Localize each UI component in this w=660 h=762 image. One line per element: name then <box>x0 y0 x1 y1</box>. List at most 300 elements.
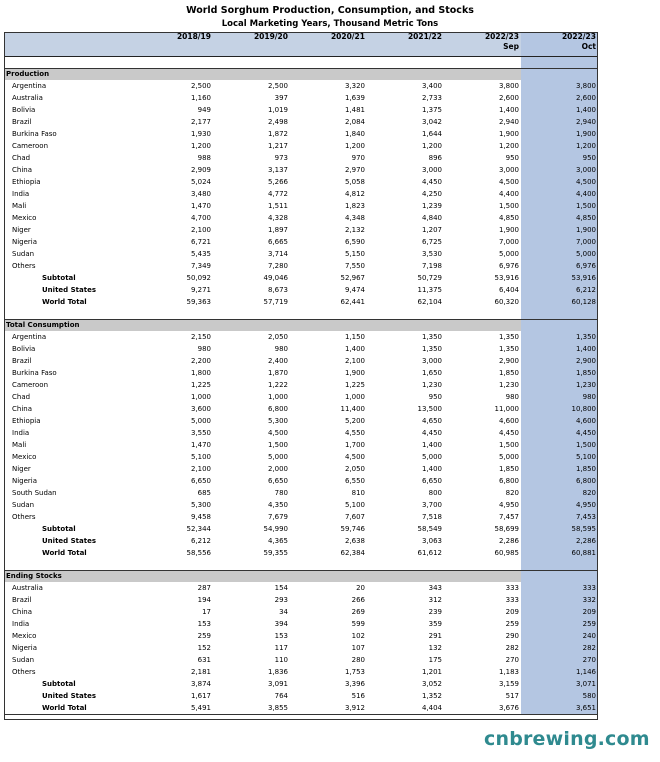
value-cell: 2,100 <box>344 357 365 365</box>
value-cell: 49,046 <box>263 274 288 282</box>
table-row <box>4 128 598 140</box>
value-cell: 1,200 <box>344 142 365 150</box>
value-cell: 3,550 <box>190 429 211 437</box>
row-label: Others <box>12 668 36 676</box>
value-cell: 1,207 <box>421 226 442 234</box>
value-cell: 4,500 <box>344 453 365 461</box>
value-cell: 259 <box>505 620 519 628</box>
value-cell: 1,840 <box>344 130 365 138</box>
value-cell: 3,159 <box>498 680 519 688</box>
table-row <box>4 535 598 547</box>
value-cell: 3,000 <box>498 166 519 174</box>
value-cell: 1,617 <box>190 692 211 700</box>
row-label: Mali <box>12 441 27 449</box>
value-cell: 6,800 <box>267 405 288 413</box>
sorghum-table <box>4 32 598 715</box>
value-cell: 20 <box>356 584 365 592</box>
value-cell: 287 <box>197 584 211 592</box>
row-label: Chad <box>12 393 31 401</box>
value-cell: 293 <box>274 596 288 604</box>
row-label: South Sudan <box>12 489 57 497</box>
value-cell: 3,091 <box>267 680 288 688</box>
row-label: Cameroon <box>12 142 49 150</box>
value-cell: 1,183 <box>498 668 519 676</box>
value-cell: 239 <box>428 608 442 616</box>
column-header: 2019/20 <box>213 32 290 57</box>
value-cell: 970 <box>351 154 365 162</box>
value-cell: 2,500 <box>190 82 211 90</box>
table-row <box>4 260 598 272</box>
value-cell: 5,100 <box>190 453 211 461</box>
row-label: Others <box>12 513 36 521</box>
value-cell: 282 <box>505 644 519 652</box>
value-cell: 5,058 <box>344 178 365 186</box>
value-cell: 2,177 <box>190 118 211 126</box>
table-row <box>4 642 598 654</box>
table-row <box>4 523 598 535</box>
table-row <box>4 236 598 248</box>
value-cell: 1,350 <box>421 345 442 353</box>
value-cell: 6,404 <box>498 286 519 294</box>
row-label: China <box>12 405 32 413</box>
table-row <box>4 511 598 523</box>
value-cell: 53,916 <box>494 274 519 282</box>
value-cell: 7,607 <box>344 513 365 521</box>
value-cell: 7,453 <box>521 511 598 523</box>
value-cell: 397 <box>274 94 288 102</box>
value-cell: 1,400 <box>421 465 442 473</box>
value-cell: 1,900 <box>521 224 598 236</box>
value-cell: 980 <box>197 345 211 353</box>
row-label: Brazil <box>12 118 32 126</box>
value-cell: 270 <box>505 656 519 664</box>
value-cell: 599 <box>351 620 365 628</box>
row-label: World Total <box>42 549 87 557</box>
value-cell: 6,212 <box>521 284 598 296</box>
value-cell: 2,970 <box>344 166 365 174</box>
value-cell: 4,500 <box>521 176 598 188</box>
value-cell: 1,850 <box>498 369 519 377</box>
value-cell: 980 <box>274 345 288 353</box>
value-cell: 1,470 <box>190 202 211 210</box>
table-row <box>4 618 598 630</box>
table-row <box>4 547 598 559</box>
row-label: United States <box>42 692 96 700</box>
value-cell: 57,719 <box>263 298 288 306</box>
value-cell: 3,137 <box>267 166 288 174</box>
row-label: Bolivia <box>12 106 36 114</box>
value-cell: 7,280 <box>267 262 288 270</box>
value-cell: 9,474 <box>344 286 365 294</box>
value-cell: 333 <box>505 584 519 592</box>
value-cell: 980 <box>505 393 519 401</box>
table-row <box>4 200 598 212</box>
value-cell: 1,500 <box>521 439 598 451</box>
value-cell: 4,328 <box>267 214 288 222</box>
value-cell: 312 <box>428 596 442 604</box>
value-cell: 973 <box>274 154 288 162</box>
value-cell: 3,651 <box>521 702 598 715</box>
row-label: United States <box>42 286 96 294</box>
row-label: Sudan <box>12 656 35 664</box>
row-label: China <box>12 166 32 174</box>
value-cell: 4,365 <box>267 537 288 545</box>
value-cell: 153 <box>274 632 288 640</box>
value-cell: 1,350 <box>421 333 442 341</box>
value-cell: 1,200 <box>498 142 519 150</box>
value-cell: 3,800 <box>521 80 598 92</box>
value-cell: 259 <box>521 618 598 630</box>
value-cell: 153 <box>197 620 211 628</box>
table-row <box>4 343 598 355</box>
value-cell: 6,665 <box>267 238 288 246</box>
row-label: Subtotal <box>42 680 76 688</box>
value-cell: 53,916 <box>521 272 598 284</box>
value-cell: 1,872 <box>267 130 288 138</box>
value-cell: 3,000 <box>421 166 442 174</box>
value-cell: 3,063 <box>421 537 442 545</box>
value-cell: 4,348 <box>344 214 365 222</box>
row-label: Niger <box>12 465 31 473</box>
row-label: Argentina <box>12 333 47 341</box>
value-cell: 1,850 <box>498 465 519 473</box>
header-row <box>4 32 598 57</box>
table-row <box>4 475 598 487</box>
table-row <box>4 690 598 702</box>
value-cell: 1,900 <box>344 369 365 377</box>
value-cell: 102 <box>351 632 365 640</box>
value-cell: 3,714 <box>267 250 288 258</box>
value-cell: 52,967 <box>340 274 365 282</box>
value-cell: 2,600 <box>521 92 598 104</box>
value-cell: 2,900 <box>521 355 598 367</box>
value-cell: 2,200 <box>190 357 211 365</box>
value-cell: 5,000 <box>521 248 598 260</box>
row-label: Ethiopia <box>12 178 41 186</box>
value-cell: 1,753 <box>344 668 365 676</box>
value-cell: 3,676 <box>444 702 521 715</box>
value-cell: 1,900 <box>498 226 519 234</box>
value-cell: 1,511 <box>267 202 288 210</box>
value-cell: 1,900 <box>521 128 598 140</box>
value-cell: 3,600 <box>190 405 211 413</box>
value-cell: 7,000 <box>498 238 519 246</box>
value-cell: 4,850 <box>498 214 519 222</box>
value-cell: 5,000 <box>498 453 519 461</box>
table-row <box>4 224 598 236</box>
table-row <box>4 487 598 499</box>
row-label: Burkina Faso <box>12 130 57 138</box>
value-cell: 1,639 <box>344 94 365 102</box>
value-cell: 62,384 <box>340 549 365 557</box>
value-cell: 4,840 <box>421 214 442 222</box>
value-cell: 5,100 <box>521 451 598 463</box>
value-cell: 3,071 <box>521 678 598 690</box>
row-label: Mexico <box>12 453 37 461</box>
value-cell: 3,480 <box>190 190 211 198</box>
table-row <box>4 582 598 594</box>
value-cell: 4,650 <box>421 417 442 425</box>
value-cell: 7,349 <box>190 262 211 270</box>
value-cell: 4,450 <box>498 429 519 437</box>
value-cell: 5,100 <box>344 501 365 509</box>
value-cell: 4,404 <box>367 702 444 715</box>
row-label: Australia <box>12 584 43 592</box>
table-row <box>4 403 598 415</box>
value-cell: 2,084 <box>344 118 365 126</box>
value-cell: 2,181 <box>190 668 211 676</box>
value-cell: 1,200 <box>190 142 211 150</box>
value-cell: 580 <box>521 690 598 702</box>
table-row <box>4 391 598 403</box>
value-cell: 2,050 <box>344 465 365 473</box>
row-label: Bolivia <box>12 345 36 353</box>
value-cell: 3,874 <box>190 680 211 688</box>
row-label: Subtotal <box>42 274 76 282</box>
value-cell: 7,550 <box>344 262 365 270</box>
value-cell: 1,375 <box>421 106 442 114</box>
section-title: Ending Stocks <box>4 571 521 583</box>
report-title: World Sorghum Production, Consumption, and Stocks <box>186 5 474 16</box>
value-cell: 10,800 <box>521 403 598 415</box>
value-cell: 896 <box>428 154 442 162</box>
value-cell: 4,500 <box>498 178 519 186</box>
value-cell: 11,400 <box>340 405 365 413</box>
value-cell: 6,650 <box>267 477 288 485</box>
watermark: cnbrewing.com <box>484 728 650 750</box>
value-cell: 9,458 <box>190 513 211 521</box>
value-cell: 2,400 <box>267 357 288 365</box>
value-cell: 2,940 <box>521 116 598 128</box>
row-label: Mexico <box>12 214 37 222</box>
value-cell: 1,900 <box>498 130 519 138</box>
value-cell: 34 <box>279 608 288 616</box>
value-cell: 3,000 <box>421 357 442 365</box>
value-cell: 950 <box>505 154 519 162</box>
value-cell: 4,950 <box>498 501 519 509</box>
value-cell: 2,733 <box>421 94 442 102</box>
value-cell: 517 <box>505 692 519 700</box>
row-label: World Total <box>42 298 87 306</box>
table-row <box>4 379 598 391</box>
value-cell: 1,500 <box>521 200 598 212</box>
column-header-current: 2022/23 Oct <box>521 32 598 57</box>
value-cell: 5,000 <box>190 417 211 425</box>
value-cell: 11,000 <box>494 405 519 413</box>
value-cell: 2,940 <box>498 118 519 126</box>
value-cell: 59,746 <box>340 525 365 533</box>
value-cell: 820 <box>521 487 598 499</box>
table-row <box>4 331 598 343</box>
section-header-row <box>4 320 598 332</box>
value-cell: 4,450 <box>421 429 442 437</box>
value-cell: 60,985 <box>494 549 519 557</box>
value-cell: 1,400 <box>421 441 442 449</box>
value-cell: 6,550 <box>344 477 365 485</box>
value-cell: 1,230 <box>421 381 442 389</box>
section-title: Total Consumption <box>4 320 521 332</box>
value-cell: 58,549 <box>417 525 442 533</box>
value-cell: 4,250 <box>421 190 442 198</box>
value-cell: 6,800 <box>498 477 519 485</box>
value-cell: 240 <box>521 630 598 642</box>
table-row <box>4 272 598 284</box>
value-cell: 4,550 <box>344 429 365 437</box>
table-row <box>4 427 598 439</box>
value-cell: 3,052 <box>421 680 442 688</box>
value-cell: 3,700 <box>421 501 442 509</box>
table-row <box>4 92 598 104</box>
value-cell: 3,000 <box>521 164 598 176</box>
value-cell: 1,000 <box>344 393 365 401</box>
table-row <box>4 594 598 606</box>
spacer-row <box>4 308 598 320</box>
table-row <box>4 606 598 618</box>
value-cell: 4,350 <box>267 501 288 509</box>
value-cell: 6,721 <box>190 238 211 246</box>
value-cell: 3,800 <box>498 82 519 90</box>
value-cell: 4,600 <box>498 417 519 425</box>
value-cell: 50,092 <box>186 274 211 282</box>
value-cell: 1,400 <box>521 343 598 355</box>
value-cell: 194 <box>197 596 211 604</box>
value-cell: 1,836 <box>267 668 288 676</box>
value-cell: 259 <box>197 632 211 640</box>
table-row <box>4 284 598 296</box>
value-cell: 107 <box>351 644 365 652</box>
table-row <box>4 176 598 188</box>
value-cell: 110 <box>274 656 288 664</box>
value-cell: 6,212 <box>190 537 211 545</box>
row-label: Others <box>12 262 36 270</box>
value-cell: 332 <box>521 594 598 606</box>
value-cell: 17 <box>202 608 211 616</box>
value-cell: 2,100 <box>190 465 211 473</box>
value-cell: 62,441 <box>340 298 365 306</box>
value-cell: 1,500 <box>498 202 519 210</box>
value-cell: 1,700 <box>344 441 365 449</box>
table-row <box>4 80 598 92</box>
row-label: World Total <box>4 702 136 715</box>
report-subtitle: Local Marketing Years, Thousand Metric Tons <box>221 19 439 29</box>
value-cell: 1,230 <box>498 381 519 389</box>
value-cell: 5,000 <box>498 250 519 258</box>
value-cell: 988 <box>197 154 211 162</box>
value-cell: 3,042 <box>421 118 442 126</box>
table-row <box>4 678 598 690</box>
value-cell: 394 <box>274 620 288 628</box>
value-cell: 950 <box>428 393 442 401</box>
value-cell: 209 <box>521 606 598 618</box>
value-cell: 1,897 <box>267 226 288 234</box>
value-cell: 58,595 <box>521 523 598 535</box>
value-cell: 5,300 <box>190 501 211 509</box>
value-cell: 290 <box>505 632 519 640</box>
value-cell: 1,930 <box>190 130 211 138</box>
value-cell: 6,976 <box>521 260 598 272</box>
value-cell: 282 <box>521 642 598 654</box>
section-header-row <box>4 571 598 583</box>
table-row <box>4 630 598 642</box>
row-label: Brazil <box>12 357 32 365</box>
row-label: United States <box>42 537 96 545</box>
value-cell: 7,000 <box>521 236 598 248</box>
value-cell: 4,772 <box>267 190 288 198</box>
row-label: Cameroon <box>12 381 49 389</box>
value-cell: 4,700 <box>190 214 211 222</box>
table-row <box>4 355 598 367</box>
row-label: Australia <box>12 94 43 102</box>
column-header: 2021/22 <box>367 32 444 57</box>
value-cell: 60,881 <box>521 547 598 559</box>
spacer-row <box>4 57 598 69</box>
column-header: 2018/19 <box>136 32 213 57</box>
value-cell: 820 <box>505 489 519 497</box>
value-cell: 5,300 <box>267 417 288 425</box>
row-label: Mali <box>12 202 27 210</box>
value-cell: 1,400 <box>521 104 598 116</box>
value-cell: 3,320 <box>344 82 365 90</box>
value-cell: 4,400 <box>498 190 519 198</box>
row-label: China <box>12 608 32 616</box>
value-cell: 2,132 <box>344 226 365 234</box>
value-cell: 132 <box>428 644 442 652</box>
value-cell: 7,457 <box>498 513 519 521</box>
row-label: Nigeria <box>12 644 38 652</box>
value-cell: 949 <box>197 106 211 114</box>
value-cell: 2,100 <box>190 226 211 234</box>
value-cell: 1,239 <box>421 202 442 210</box>
table-row <box>4 164 598 176</box>
value-cell: 152 <box>197 644 211 652</box>
value-cell: 117 <box>274 644 288 652</box>
column-header: 2022/23 Sep <box>444 32 521 57</box>
table-row <box>4 439 598 451</box>
value-cell: 1,870 <box>267 369 288 377</box>
value-cell: 1,230 <box>521 379 598 391</box>
row-label: Nigeria <box>12 477 38 485</box>
value-cell: 516 <box>351 692 365 700</box>
value-cell: 2,500 <box>267 82 288 90</box>
value-cell: 4,450 <box>521 427 598 439</box>
value-cell: 154 <box>274 584 288 592</box>
row-label: Brazil <box>12 596 32 604</box>
value-cell: 1,481 <box>344 106 365 114</box>
value-cell: 61,612 <box>417 549 442 557</box>
table-row <box>4 152 598 164</box>
row-label: Mexico <box>12 632 37 640</box>
value-cell: 2,600 <box>498 94 519 102</box>
value-cell: 2,050 <box>267 333 288 341</box>
value-cell: 4,950 <box>521 499 598 511</box>
value-cell: 1,225 <box>344 381 365 389</box>
header-label-cell <box>4 32 136 57</box>
value-cell: 175 <box>428 656 442 664</box>
value-cell: 1,850 <box>521 367 598 379</box>
value-cell: 50,729 <box>417 274 442 282</box>
value-cell: 4,400 <box>521 188 598 200</box>
row-label: Nigeria <box>12 238 38 246</box>
value-cell: 6,725 <box>421 238 442 246</box>
value-cell: 5,150 <box>344 250 365 258</box>
value-cell: 6,976 <box>498 262 519 270</box>
value-cell: 3,912 <box>290 702 367 715</box>
value-cell: 2,909 <box>190 166 211 174</box>
value-cell: 2,286 <box>521 535 598 547</box>
table-row <box>4 415 598 427</box>
value-cell: 9,271 <box>190 286 211 294</box>
table-row <box>4 451 598 463</box>
